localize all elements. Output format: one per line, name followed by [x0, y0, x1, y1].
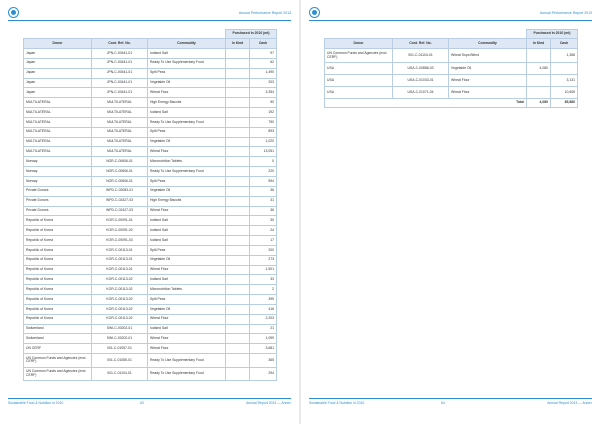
purchases-table-left [23, 29, 277, 381]
cell-cash: 17 [250, 236, 277, 246]
cell-inkind [226, 117, 250, 127]
cell-contrib: MULTILATERAL [92, 98, 148, 108]
cell-contrib: SWI-C-00202-01 [92, 334, 148, 344]
total-row [325, 99, 578, 108]
cell-donor: Republic of Korea [24, 236, 92, 246]
cell-contrib: MULTILATERAL [92, 147, 148, 157]
table-row [24, 196, 277, 206]
cell-inkind [226, 137, 250, 147]
cell-commodity: Split Peas [148, 245, 226, 255]
table-row [24, 117, 277, 127]
cell-commodity: Vegetable Oil [148, 78, 226, 88]
table-row [24, 304, 277, 314]
table-row [24, 344, 277, 354]
cell-commodity: Micronutrition Tablets [148, 285, 226, 295]
table-row [24, 58, 277, 68]
cell-inkind [226, 176, 250, 186]
cell-cash: 0 [250, 157, 277, 167]
cell-contrib: KOR-C-00091-03 [92, 236, 148, 246]
table-row [24, 275, 277, 285]
total-inkind: 4,080 [527, 99, 551, 108]
cell-donor: UN Common Funds and Agencies (excl. CERF) [24, 367, 92, 381]
table-row [24, 367, 277, 381]
cell-inkind [226, 275, 250, 285]
cell-commodity: Micronutrition Tablets [148, 157, 226, 167]
col-inkind: In Kind [527, 39, 551, 49]
cell-cash: 2 [250, 285, 277, 295]
cell-donor: Private Donors [24, 206, 92, 216]
cell-contrib: MULTILATERAL [92, 117, 148, 127]
cell-contrib: WPD-C-02427-03 [92, 196, 148, 206]
cell-commodity: Ready To Use Supplementary Food [148, 58, 226, 68]
cell-cash: 2,203 [250, 314, 277, 324]
cell-cash: 893 [250, 127, 277, 137]
cell-contrib: JPN-C-00441-01 [92, 78, 148, 88]
cell-inkind [226, 196, 250, 206]
cell-inkind [226, 344, 250, 354]
cell-inkind [226, 157, 250, 167]
cell-commodity: Wheat Flour [148, 265, 226, 275]
cell-contrib: USA-C-01033-01 [393, 75, 449, 87]
cell-contrib: KOR-C-00113-02 [92, 275, 148, 285]
cell-contrib: SWI-C-00202-01 [92, 324, 148, 334]
cell-cash: 294 [250, 367, 277, 381]
cell-commodity: Wheat Flour [148, 206, 226, 216]
cell-cash: 1,490 [250, 68, 277, 78]
cell-contrib: MULTILATERAL [92, 137, 148, 147]
cell-commodity: Iodised Salt [148, 236, 226, 246]
cell-cash: 203 [250, 78, 277, 88]
cell-cash: 31 [250, 196, 277, 206]
cell-cash: 200 [250, 245, 277, 255]
cell-cash: 594 [250, 176, 277, 186]
cell-inkind [527, 49, 551, 63]
table-row [24, 226, 277, 236]
cell-inkind [527, 75, 551, 87]
cell-commodity: Wheat Flour [449, 75, 527, 87]
cell-donor: UN Common Funds and Agencies (excl. CERF) [24, 354, 92, 368]
cell-contrib: JPN-C-00441-01 [92, 88, 148, 98]
cell-commodity: Iodised Salt [148, 108, 226, 118]
cell-inkind [226, 78, 250, 88]
table-row [24, 245, 277, 255]
table-row [24, 236, 277, 246]
cell-donor: Republic of Korea [24, 255, 92, 265]
page-number: 64 [441, 401, 445, 405]
cell-commodity: Ready To Use Supplementary Food [148, 354, 226, 368]
cell-donor: Japan [24, 68, 92, 78]
table-row [24, 354, 277, 368]
cell-commodity: Split Peas [148, 127, 226, 137]
cell-commodity: Iodised Salt [148, 216, 226, 226]
cell-cash: 13,051 [250, 147, 277, 157]
col-contrib: Cont. Ref. No. [92, 39, 148, 49]
cell-commodity: Ready To Use Supplementary Food [148, 167, 226, 177]
total-cash: 65,880 [551, 99, 578, 108]
cell-commodity: Wheat Soya Blend [449, 49, 527, 63]
cell-commodity: Ready To Use Supplementary Food [148, 117, 226, 127]
cell-cash: 365 [250, 354, 277, 368]
cell-inkind [226, 167, 250, 177]
cell-contrib: 001-C-01104-01 [92, 367, 148, 381]
cell-contrib: 001-C-01104-01 [393, 49, 449, 63]
col-inkind: In Kind [226, 39, 250, 49]
cell-commodity: Wheat Flour [148, 334, 226, 344]
cell-inkind [226, 88, 250, 98]
table-row [24, 334, 277, 344]
cell-cash: 36 [250, 206, 277, 216]
cell-donor: Norway [24, 157, 92, 167]
cell-donor: Norway [24, 176, 92, 186]
wfp-logo-icon [8, 7, 19, 18]
col-donor: Donor [24, 39, 92, 49]
cell-donor: MULTILATERAL [24, 127, 92, 137]
cell-donor: Private Donors [24, 186, 92, 196]
cell-inkind [527, 87, 551, 99]
cell-inkind [226, 206, 250, 216]
purchases-table-right [324, 29, 578, 108]
cell-inkind [226, 265, 250, 275]
cell-donor: Japan [24, 88, 92, 98]
header-rule [8, 20, 291, 21]
table-body-left [24, 49, 277, 381]
table-row [24, 157, 277, 167]
cell-contrib: KOR-C-00113-02 [92, 304, 148, 314]
page-right [301, 0, 600, 424]
cell-contrib: JPN-C-00441-01 [92, 49, 148, 59]
cell-cash: 10,606 [551, 87, 578, 99]
cell-contrib: KOR-C-00113-02 [92, 295, 148, 305]
cell-inkind [226, 255, 250, 265]
cell-inkind [226, 285, 250, 295]
cell-contrib: NOR-C-00606-01 [92, 176, 148, 186]
page-number: 63 [140, 401, 144, 405]
footer-right: Annual Report 2013 — Annex [246, 401, 291, 405]
cell-donor: UN Common Funds and Agencies (excl. CERF) [325, 49, 393, 63]
cell-donor: Private Donors [24, 196, 92, 206]
footer-left: Sustainable Food & Nutrition in 2010 [8, 401, 64, 405]
cell-donor: Japan [24, 78, 92, 88]
group-header: Purchased in 2010 (mt) [226, 30, 277, 39]
cell-contrib: JPN-C-00441-01 [92, 68, 148, 78]
cell-donor: MULTILATERAL [24, 137, 92, 147]
cell-cash: 750 [250, 117, 277, 127]
cell-cash: 1,501 [250, 265, 277, 275]
cell-inkind [226, 147, 250, 157]
cell-cash: 3,354 [250, 88, 277, 98]
cell-donor: Republic of Korea [24, 265, 92, 275]
cell-commodity: Wheat Flour [148, 344, 226, 354]
cell-inkind [226, 324, 250, 334]
cell-commodity: Vegetable Oil [148, 137, 226, 147]
cell-contrib: USA-C-00886-03 [393, 63, 449, 75]
group-header: Purchased in 2010 (mt) [527, 30, 578, 39]
cell-donor: USA [325, 75, 393, 87]
cell-donor: Japan [24, 49, 92, 59]
cell-commodity: High Energy Biscuits [148, 196, 226, 206]
cell-inkind [226, 367, 250, 381]
footer-rule [8, 398, 291, 399]
cell-contrib: KOR-C-00113-02 [92, 285, 148, 295]
cell-cash: 3,681 [250, 344, 277, 354]
cell-contrib: KOR-C-00091-01 [92, 216, 148, 226]
cell-inkind [226, 108, 250, 118]
cell-commodity: Wheat Flour [148, 314, 226, 324]
cell-inkind [226, 304, 250, 314]
footer-left: Sustainable Food & Nutrition in 2010 [309, 401, 365, 405]
cell-donor: Switzerland [24, 324, 92, 334]
cell-contrib: KOR-C-00091-02 [92, 226, 148, 236]
table-row [325, 75, 578, 87]
cell-inkind [226, 58, 250, 68]
cell-inkind [226, 186, 250, 196]
table-row [325, 63, 578, 75]
cell-inkind [226, 236, 250, 246]
cell-cash [551, 63, 578, 75]
cell-inkind [226, 334, 250, 344]
cell-cash: 36 [250, 186, 277, 196]
table-row [24, 98, 277, 108]
cell-donor: Republic of Korea [24, 295, 92, 305]
cell-cash: 1,020 [250, 137, 277, 147]
cell-contrib: WPD-C-02083-01 [92, 186, 148, 196]
cell-cash: 3,131 [551, 75, 578, 87]
cell-commodity: Iodised Salt [148, 275, 226, 285]
cell-contrib: KOR-C-00113-01 [92, 245, 148, 255]
cell-cash: 33 [250, 275, 277, 285]
cell-donor: UN CERF [24, 344, 92, 354]
cell-inkind [226, 216, 250, 226]
cell-donor: Republic of Korea [24, 216, 92, 226]
cell-inkind [226, 314, 250, 324]
col-cash: Cash [551, 39, 578, 49]
table-row [24, 78, 277, 88]
cell-inkind: 4,080 [527, 63, 551, 75]
header-title: Annual Performance Report 2013 [238, 11, 291, 15]
cell-contrib: KOR-C-00113-01 [92, 265, 148, 275]
cell-donor: MULTILATERAL [24, 117, 92, 127]
col-donor: Donor [325, 39, 393, 49]
table-row [24, 127, 277, 137]
cell-contrib: WPD-C-02427-03 [92, 206, 148, 216]
cell-donor: Republic of Korea [24, 275, 92, 285]
cell-donor: Norway [24, 167, 92, 177]
cell-commodity: Split Peas [148, 295, 226, 305]
cell-contrib: MULTILATERAL [92, 108, 148, 118]
cell-inkind [226, 68, 250, 78]
cell-cash: 416 [250, 304, 277, 314]
cell-commodity: Split Peas [148, 68, 226, 78]
cell-cash: 62 [250, 58, 277, 68]
table-row [24, 295, 277, 305]
cell-cash: 1,099 [250, 334, 277, 344]
cell-donor: Switzerland [24, 334, 92, 344]
footer-rule [309, 398, 592, 399]
cell-contrib: NOR-C-00606-01 [92, 157, 148, 167]
cell-donor: Republic of Korea [24, 285, 92, 295]
cell-donor: MULTILATERAL [24, 108, 92, 118]
cell-contrib: JPN-C-00441-01 [92, 58, 148, 68]
table-row [24, 285, 277, 295]
cell-commodity: Iodised Salt [148, 49, 226, 59]
cell-cash: 30 [250, 216, 277, 226]
cell-commodity: Wheat Flour [148, 147, 226, 157]
table-row [24, 324, 277, 334]
table-row [325, 87, 578, 99]
footer-right: Annual Report 2013 — Annex [547, 401, 592, 405]
cell-commodity: Wheat Flour [148, 88, 226, 98]
table-row [24, 147, 277, 157]
cell-contrib: USA-C-01071-04 [393, 87, 449, 99]
cell-donor: USA [325, 87, 393, 99]
cell-donor: MULTILATERAL [24, 98, 92, 108]
cell-contrib: MULTILATERAL [92, 127, 148, 137]
cell-donor: MULTILATERAL [24, 147, 92, 157]
cell-inkind [226, 354, 250, 368]
col-commodity: Commodity [449, 39, 527, 49]
cell-cash: 97 [250, 49, 277, 59]
cell-cash: 24 [250, 226, 277, 236]
cell-cash: 21 [250, 324, 277, 334]
header-title: Annual Performance Report 2013 [539, 11, 592, 15]
cell-cash: 395 [250, 295, 277, 305]
table-row [24, 216, 277, 226]
cell-commodity: Wheat Flour [449, 87, 527, 99]
cell-donor: Japan [24, 58, 92, 68]
cell-cash: 50 [250, 98, 277, 108]
cell-commodity: Iodised Salt [148, 226, 226, 236]
cell-donor: Republic of Korea [24, 304, 92, 314]
header-rule [309, 20, 592, 21]
table-row [24, 265, 277, 275]
cell-cash: 192 [250, 108, 277, 118]
cell-inkind [226, 127, 250, 137]
table-row [24, 176, 277, 186]
cell-contrib: 001-C-01085-01 [92, 354, 148, 368]
cell-commodity: Ready To Use Supplementary Food [148, 367, 226, 381]
cell-commodity: High Energy Biscuits [148, 98, 226, 108]
cell-contrib: KOR-C-00113-02 [92, 314, 148, 324]
cell-inkind [226, 226, 250, 236]
table-row [24, 88, 277, 98]
cell-inkind [226, 49, 250, 59]
cell-donor: Republic of Korea [24, 226, 92, 236]
col-cash: Cash [250, 39, 277, 49]
table-row [24, 68, 277, 78]
table-row [24, 186, 277, 196]
table-row [24, 137, 277, 147]
cell-cash: 1,368 [551, 49, 578, 63]
cell-commodity: Vegetable Oil [148, 255, 226, 265]
cell-commodity: Split Peas [148, 176, 226, 186]
table-row [24, 206, 277, 216]
table-row [24, 255, 277, 265]
cell-inkind [226, 295, 250, 305]
table-body-right [325, 49, 578, 99]
table-row [24, 167, 277, 177]
cell-commodity: Vegetable Oil [148, 186, 226, 196]
page-left [0, 0, 299, 424]
cell-commodity: Iodised Salt [148, 324, 226, 334]
col-contrib: Cont. Ref. No. [393, 39, 449, 49]
table-row [325, 49, 578, 63]
cell-donor: USA [325, 63, 393, 75]
cell-donor: Republic of Korea [24, 245, 92, 255]
total-label: Total [325, 99, 527, 108]
cell-inkind [226, 245, 250, 255]
cell-commodity: Vegetable Oil [449, 63, 527, 75]
cell-contrib: NOR-C-00606-01 [92, 167, 148, 177]
table-row [24, 49, 277, 59]
cell-cash: 220 [250, 167, 277, 177]
cell-contrib: KOR-C-00113-01 [92, 255, 148, 265]
table-row [24, 108, 277, 118]
cell-donor: Republic of Korea [24, 314, 92, 324]
table-row [24, 314, 277, 324]
cell-commodity: Vegetable Oil [148, 304, 226, 314]
col-commodity: Commodity [148, 39, 226, 49]
cell-cash: 273 [250, 255, 277, 265]
cell-contrib: 001-C-01057-01 [92, 344, 148, 354]
wfp-logo-icon [309, 7, 320, 18]
cell-inkind [226, 98, 250, 108]
